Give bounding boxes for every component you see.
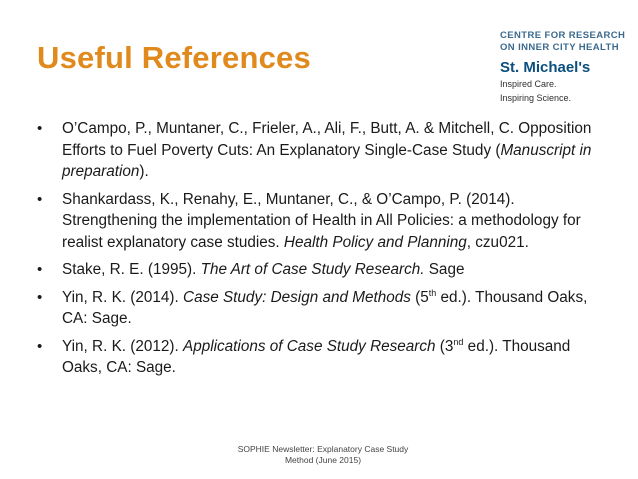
reference-item <box>37 259 607 281</box>
logo-line-1: CENTRE FOR RESEARCH <box>500 30 626 41</box>
reference-text: ed.). Thousand Oaks, CA: Sage. <box>62 337 571 376</box>
reference-item <box>37 287 607 330</box>
reference-list <box>37 118 607 385</box>
reference-text: O’Campo, P., Muntaner, C., Frieler, A., Ali, F., Butt, A. & Mitchell, C. Opposition Efforts to Fuel Poverty Cuts: An Explanatory Single-Case Study ( <box>62 120 592 159</box>
edition-superscript: nd <box>453 336 464 347</box>
reference-item <box>37 118 607 183</box>
reference-italic: The Art of Case Study Research. <box>200 261 425 278</box>
reference-text: Shankardass, K., Renahy, E., Muntaner, C., & O’Campo, P. (2014). Strengthening the implementation of Health in All Policies: a methodology for realist explanatory case studies. <box>62 190 581 251</box>
slide-title: Useful References <box>37 40 311 75</box>
reference-italic: Health Policy and Planning <box>283 233 467 251</box>
reference-text: ed.). Thousand Oaks, CA: Sage. <box>62 288 588 327</box>
reference-text: Yin, R. K. (2014). <box>62 288 184 306</box>
reference-italic: Manuscript in preparation <box>62 141 592 180</box>
reference-text: (5 <box>410 288 429 306</box>
reference-text: ). <box>139 163 149 180</box>
logo-name: St. Michael's <box>500 59 591 76</box>
reference-italic: Applications of Case Study Research <box>183 337 436 355</box>
reference-text: Stake, R. E. (1995). <box>62 261 201 278</box>
edition-superscript: th <box>428 287 437 298</box>
logo-tagline-2: Inspiring Science. <box>500 93 572 103</box>
reference-text: Yin, R. K. (2012). <box>62 337 184 355</box>
st-michaels-logo <box>500 30 626 104</box>
footer-line-2: Method (June 2015) <box>284 455 362 465</box>
logo-tagline-1: Inspired Care. <box>500 79 557 89</box>
logo-line-2: ON INNER CITY HEALTH <box>500 42 620 53</box>
reference-item <box>37 336 607 379</box>
footer-line-1: SOPHIE Newsletter: Explanatory Case Study <box>237 444 409 454</box>
reference-italic: Case Study: Design and Methods <box>183 288 411 306</box>
reference-item <box>37 189 607 254</box>
reference-text: Sage <box>424 261 465 278</box>
slide-footer <box>208 444 438 466</box>
reference-text: (3 <box>435 337 454 355</box>
reference-text: , czu021. <box>466 233 529 251</box>
